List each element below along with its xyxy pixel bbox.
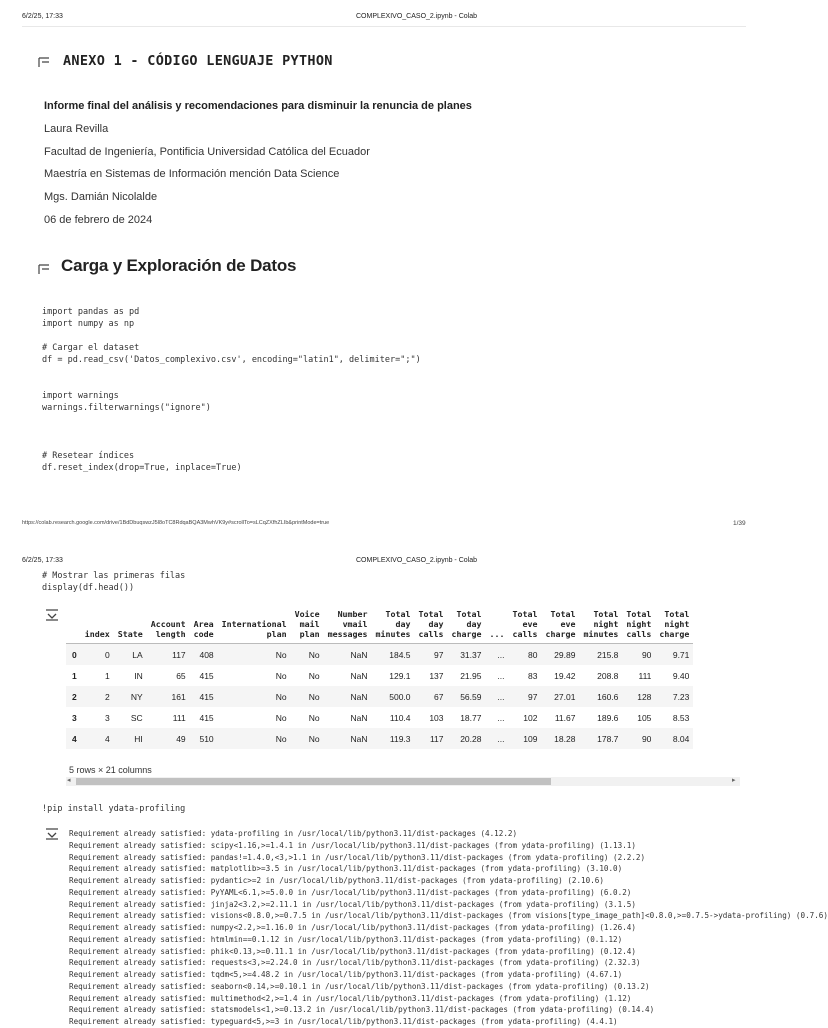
- table-cell: No: [291, 686, 324, 707]
- table-cell: 103: [429, 712, 444, 723]
- table-cell: 18.77: [460, 712, 482, 723]
- table-cell: 117: [415, 728, 448, 749]
- table-cell: No: [291, 644, 324, 666]
- print-footer-url: https://colab.research.google.com/drive/1BdDbuqswzJ5l8oTC8RdqaBQA3MwhVK9y#scrollTo=sLCqZXfhZLIb&printMode=true: [22, 520, 330, 526]
- print-page-number: 1/39: [733, 520, 746, 527]
- table-cell: 111: [638, 670, 652, 681]
- row-index: 1: [72, 670, 77, 681]
- code-cell-display-head[interactable]: # Mostrar las primeras filas display(df.head()): [42, 571, 186, 593]
- report-title: Informe final del análisis y recomendaciones para disminuir la renuncia de planes: [44, 100, 472, 112]
- column-header: Total day minutes: [372, 608, 415, 644]
- column-header: Total night calls: [622, 608, 655, 644]
- column-header: Total day calls: [415, 608, 448, 644]
- pip-output-line: Requirement already satisfied: pydantic>=2 in /usr/local/lib/python3.11/dist-packages (from ydata-profiling) (2.10.6): [69, 876, 604, 885]
- pip-output-line: Requirement already satisfied: seaborn<0.14,>=0.10.1 in /usr/local/lib/python3.11/dist-packages (from ydata-profiling) (0.13.2): [69, 981, 650, 991]
- report-advisor: Mgs. Damián Nicolalde: [44, 191, 158, 203]
- table-cell: 3: [104, 712, 110, 723]
- table-cell: 83: [528, 670, 538, 681]
- table-cell: No: [275, 670, 287, 681]
- report-author: Laura Revilla: [44, 123, 109, 135]
- table-cell: 21.95: [460, 670, 482, 681]
- code-cell-pip-install[interactable]: !pip install ydata-profiling: [42, 804, 186, 814]
- report-program: Maestría en Sistemas de Información mención Data Science: [44, 168, 340, 180]
- table-cell: 184.5: [372, 644, 415, 666]
- pip-output-line: Requirement already satisfied: multimethod<2,>=1.4 in /usr/local/lib/python3.11/dist-packages (from ydata-profiling) (1.12): [69, 993, 632, 1003]
- table-cell: 4: [81, 728, 114, 749]
- pip-output-line: Requirement already satisfied: scipy<1.16,>=1.4.1 in /usr/local/lib/python3.11/dist-packages (from ydata-profiling) (1.13.1): [69, 840, 636, 850]
- row-index: 3: [72, 712, 77, 723]
- table-cell: 102: [523, 712, 538, 723]
- table-cell: 31.37: [448, 644, 486, 666]
- pip-output-text: [69, 828, 828, 1028]
- column-header: Number vmail messages: [324, 608, 372, 644]
- table-cell: 415: [199, 670, 214, 681]
- table-cell: No: [291, 728, 324, 749]
- table-cell: 8.04: [655, 728, 693, 749]
- table-cell: 0: [81, 644, 114, 666]
- table-cell: SC: [130, 712, 143, 723]
- section-heading: Carga y Exploración de Datos: [61, 256, 297, 275]
- table-cell: ...: [497, 712, 505, 723]
- column-header: Total night minutes: [579, 608, 622, 644]
- table-cell: 510: [190, 728, 218, 749]
- table-cell: 9.71: [655, 644, 693, 666]
- table-cell: NaN: [350, 712, 368, 723]
- pip-output-line: Requirement already satisfied: tqdm<5,>=4.48.2 in /usr/local/lib/python3.11/dist-packages (from ydata-profiling) (4.67.1): [69, 970, 623, 979]
- table-cell: 189.6: [597, 712, 619, 723]
- column-header: Total eve calls: [508, 608, 541, 644]
- table-cell: NaN: [324, 644, 372, 666]
- table-cell: 97: [508, 686, 541, 707]
- table-cell: No: [308, 712, 320, 723]
- row-index: 0: [66, 644, 81, 666]
- pip-output-line: Requirement already satisfied: ydata-profiling in /usr/local/lib/python3.11/dist-packages (4.12.2): [69, 829, 518, 838]
- header-divider: [22, 26, 746, 27]
- column-header: ...: [485, 608, 508, 644]
- table-cell: 208.8: [597, 670, 619, 681]
- table-cell: 90: [622, 644, 655, 666]
- table-row: [66, 728, 693, 749]
- table-cell: 11.67: [554, 712, 576, 723]
- table-cell: 65: [176, 670, 186, 681]
- table-cell: No: [218, 728, 291, 749]
- table-cell: 109: [508, 728, 541, 749]
- table-cell: ...: [485, 728, 508, 749]
- scroll-right-arrow-icon[interactable]: ▸: [732, 777, 736, 784]
- table-cell: ...: [497, 670, 505, 681]
- dataframe-output: [60, 606, 746, 760]
- dataframe-shape-note: 5 rows × 21 columns: [69, 765, 152, 775]
- pip-output-line: Requirement already satisfied: pandas!=1.4.0,<3,>1.1 in /usr/local/lib/python3.11/dist-packages (from ydata-profiling) (2.2.2): [69, 852, 646, 862]
- print-date: 6/2/25, 17:33: [22, 557, 63, 564]
- table-cell: 8.53: [672, 712, 690, 723]
- table-cell: 117: [147, 644, 190, 666]
- output-toggle-icon[interactable]: [45, 827, 61, 839]
- report-faculty: Facultad de Ingeniería, Pontificia Universidad Católica del Ecuador: [44, 146, 370, 158]
- table-cell: 408: [190, 644, 218, 666]
- print-date: 6/2/25, 17:33: [22, 13, 63, 20]
- pip-output-line: Requirement already satisfied: jinja2<3.2,>=2.11.1 in /usr/local/lib/python3.11/dist-packages (from ydata-profiling) (3.1.5): [69, 899, 636, 909]
- table-cell: HI: [114, 728, 147, 749]
- section-collapse-icon[interactable]: [38, 57, 50, 67]
- table-cell: 7.23: [655, 686, 693, 707]
- table-cell: 128: [622, 686, 655, 707]
- table-cell: 415: [190, 686, 218, 707]
- pip-output: [69, 828, 828, 1026]
- table-row: [66, 686, 693, 707]
- pip-output-line: Requirement already satisfied: phik<0.13,>=0.11.1 in /usr/local/lib/python3.11/dist-packages (from ydata-profiling) (0.12.4): [69, 946, 636, 956]
- table-cell: NaN: [324, 686, 372, 707]
- table-cell: ...: [485, 686, 508, 707]
- table-row: [66, 644, 693, 666]
- pip-output-line: Requirement already satisfied: matplotlib>=3.5 in /usr/local/lib/python3.11/dist-packages (from ydata-profiling) (3.10.0): [69, 864, 623, 874]
- table-cell: 9.40: [672, 670, 690, 681]
- table-cell: 18.28: [541, 728, 579, 749]
- table-cell: No: [218, 686, 291, 707]
- pip-output-line: Requirement already satisfied: visions<0.8.0,>=0.7.5 in /usr/local/lib/python3.11/dist-packages (from visions[type_image_path]<0.8.0,>=0.7.5->ydata-profiling) (0.7.6): [69, 911, 828, 921]
- dataframe-table: [66, 608, 693, 749]
- column-header: International plan: [218, 608, 291, 644]
- table-cell: No: [308, 670, 320, 681]
- section-collapse-icon[interactable]: [38, 264, 50, 274]
- table-cell: 129.1: [389, 670, 411, 681]
- table-cell: 97: [415, 644, 448, 666]
- table-cell: 160.6: [579, 686, 622, 707]
- pip-output-line: Requirement already satisfied: numpy<2.2,>=1.16.0 in /usr/local/lib/python3.11/dist-packages (from ydata-profiling) (1.26.4): [69, 923, 636, 932]
- table-cell: 137: [429, 670, 444, 681]
- table-cell: ...: [485, 644, 508, 666]
- pip-output-line: Requirement already satisfied: statsmodels<1,>=0.13.2 in /usr/local/lib/python3.11/dist-packages (from ydata-profiling) (0.14.4): [69, 1005, 655, 1015]
- table-cell: 27.01: [541, 686, 579, 707]
- table-cell: 500.0: [372, 686, 415, 707]
- code-cell-load-data[interactable]: import pandas as pd import numpy as np # Cargar el dataset df = pd.read_csv('Datos_complexivo.csv', encoding="latin1", delimiter=";") import warnings warnings.filterwarnings("ignore") # Resetear índices df.reset_index(drop=True, inplace=True): [42, 307, 421, 473]
- table-cell: 90: [622, 728, 655, 749]
- print-title: COMPLEXIVO_CASO_2.ipynb - Colab: [356, 557, 477, 564]
- pip-output-line: Requirement already satisfied: htmlmin==0.1.12 in /usr/local/lib/python3.11/dist-packages (from ydata-profiling) (0.1.12): [69, 934, 623, 944]
- table-cell: No: [275, 712, 287, 723]
- table-cell: No: [218, 644, 291, 666]
- column-header: index: [81, 608, 114, 644]
- table-cell: 19.42: [554, 670, 576, 681]
- table-cell: LA: [114, 644, 147, 666]
- annex-heading: ANEXO 1 - CÓDIGO LENGUAJE PYTHON: [63, 53, 333, 69]
- table-row: [66, 665, 693, 686]
- row-index: 2: [66, 686, 81, 707]
- table-cell: 20.28: [448, 728, 486, 749]
- scrollbar-thumb[interactable]: [76, 778, 551, 785]
- row-index: 4: [66, 728, 81, 749]
- report-date: 06 de febrero de 2024: [44, 214, 153, 226]
- table-cell: 111: [172, 712, 186, 723]
- column-header: State: [114, 608, 147, 644]
- column-header: Total eve charge: [541, 608, 579, 644]
- column-header: Total day charge: [448, 608, 486, 644]
- table-cell: 67: [415, 686, 448, 707]
- table-cell: NY: [114, 686, 147, 707]
- column-header: Voice mail plan: [291, 608, 324, 644]
- table-cell: 105: [637, 712, 652, 723]
- column-header: [66, 608, 81, 644]
- table-cell: 49: [147, 728, 190, 749]
- table-cell: NaN: [324, 728, 372, 749]
- column-header: Total night charge: [655, 608, 693, 644]
- dataframe-header-row: [66, 608, 693, 644]
- table-cell: 178.7: [579, 728, 622, 749]
- table-cell: 80: [508, 644, 541, 666]
- column-header: Account length: [147, 608, 190, 644]
- table-cell: 29.89: [541, 644, 579, 666]
- table-cell: NaN: [350, 670, 368, 681]
- table-cell: 119.3: [372, 728, 415, 749]
- table-cell: 215.8: [579, 644, 622, 666]
- table-cell: IN: [134, 670, 143, 681]
- table-cell: 161: [147, 686, 190, 707]
- column-header: Area code: [190, 608, 218, 644]
- table-row: [66, 707, 693, 728]
- print-title: COMPLEXIVO_CASO_2.ipynb - Colab: [356, 13, 477, 20]
- table-cell: 415: [199, 712, 214, 723]
- pip-output-line: Requirement already satisfied: typeguard<5,>=3 in /usr/local/lib/python3.11/dist-packages (from ydata-profiling) (4.4.1): [69, 1017, 618, 1026]
- table-cell: 2: [81, 686, 114, 707]
- scroll-left-arrow-icon[interactable]: ◂: [67, 777, 71, 784]
- table-cell: 56.59: [448, 686, 486, 707]
- table-cell: 110.4: [389, 712, 411, 723]
- output-toggle-icon[interactable]: [45, 608, 61, 620]
- pip-output-line: Requirement already satisfied: PyYAML<6.1,>=5.0.0 in /usr/local/lib/python3.11/dist-packages (from ydata-profiling) (6.0.2): [69, 887, 632, 897]
- table-cell: 1: [104, 670, 110, 681]
- pip-output-line: Requirement already satisfied: requests<3,>=2.24.0 in /usr/local/lib/python3.11/dist-packages (from ydata-profiling) (2.32.3): [69, 958, 641, 968]
